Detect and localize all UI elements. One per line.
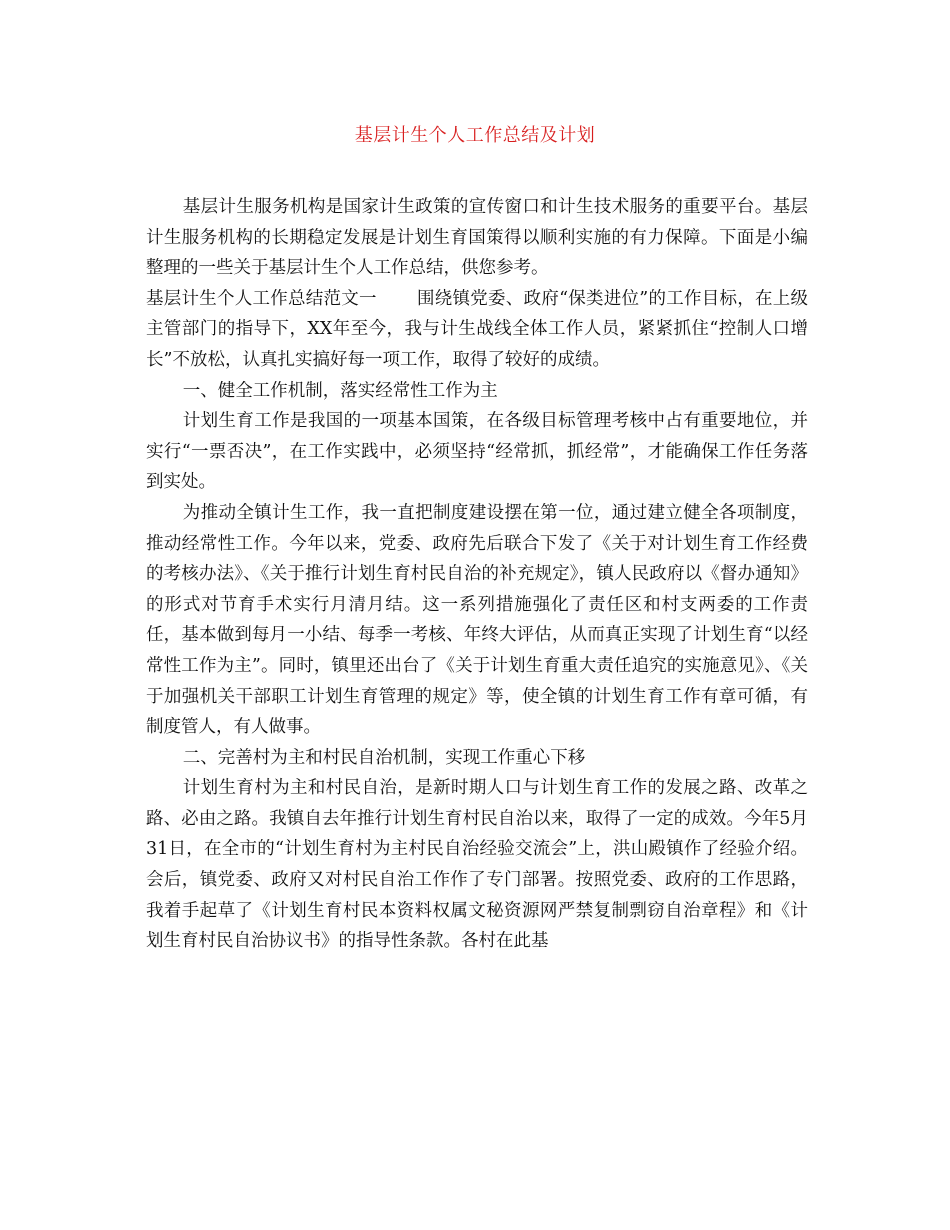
paragraph-system-building: 为推动全镇计生工作，我一直把制度建设摆在第一位，通过建立健全各项制度，推动经常性工作。今年以来，党委、政府先后联合下发了《关于对计划生育工作经费的考核办法》、《关于推行计划生育村民自治的补充规定》，镇人民政府以《督办通知》的形式对节育手术实行月清月结。这一系列措施强化了责任区和村支两委的工作责任，基本做到每月一小结、每季一考核、年终大评估，从而真正实现了计划生育“以经常性工作为主”。同时，镇里还出台了《关于计划生育重大责任追究的实施意见》、《关于加强机关干部职工计划生育管理的规定》等，使全镇的计划生育工作有章可循，有制度管人，有人做事。 xyxy=(146,502,808,738)
section-heading-one: 一、健全工作机制，落实经常性工作为主 xyxy=(182,380,498,401)
sample-one-label: 基层计生个人工作总结范文一 xyxy=(146,288,377,309)
paragraph-sample-one xyxy=(146,284,808,376)
document-body xyxy=(146,192,808,957)
sample-one-text: 围绕镇党委、政府“保类进位”的工作目标，在上级主管部门的指导下，XX年至今，我与计生战线全体工作人员，紧紧抓住“控制人口增长”不放松，认真扎实搞好每一项工作，取得了较好的成绩。 xyxy=(146,288,808,370)
paragraph-intro: 基层计生服务机构是国家计生政策的宣传窗口和计生技术服务的重要平台。基层计生服务机构的长期稳定发展是计划生育国策得以顺利实施的有力保障。下面是小编整理的一些关于基层计生个人工作总结，供您参考。 xyxy=(146,197,808,279)
section-heading-two: 二、完善村为主和村民自治机制，实现工作重心下移 xyxy=(182,747,586,768)
document-title: 基层计生个人工作总结及计划 xyxy=(354,125,596,146)
paragraph-village-autonomy: 计划生育村为主和村民自治，是新时期人口与计划生育工作的发展之路、改革之路、必由之路。我镇自去年推行计划生育村民自治以来，取得了一定的成效。今年5月31日，在全市的“计划生育村为主村民自治经验交流会”上，洪山殿镇作了经验介绍。会后，镇党委、政府又对村民自治工作作了专门部署。按照党委、政府的工作思路，我着手起草了《计划生育村民本资料权属文秘资源网严禁复制剽窃自治章程》和《计划生育村民自治协议书》的指导性条款。各村在此基 xyxy=(146,778,808,952)
paragraph-policy: 计划生育工作是我国的一项基本国策，在各级目标管理考核中占有重要地位，并实行“一票否决”，在工作实践中，必须坚持“经常抓，抓经常”，才能确保工作任务落到实处。 xyxy=(146,411,808,493)
